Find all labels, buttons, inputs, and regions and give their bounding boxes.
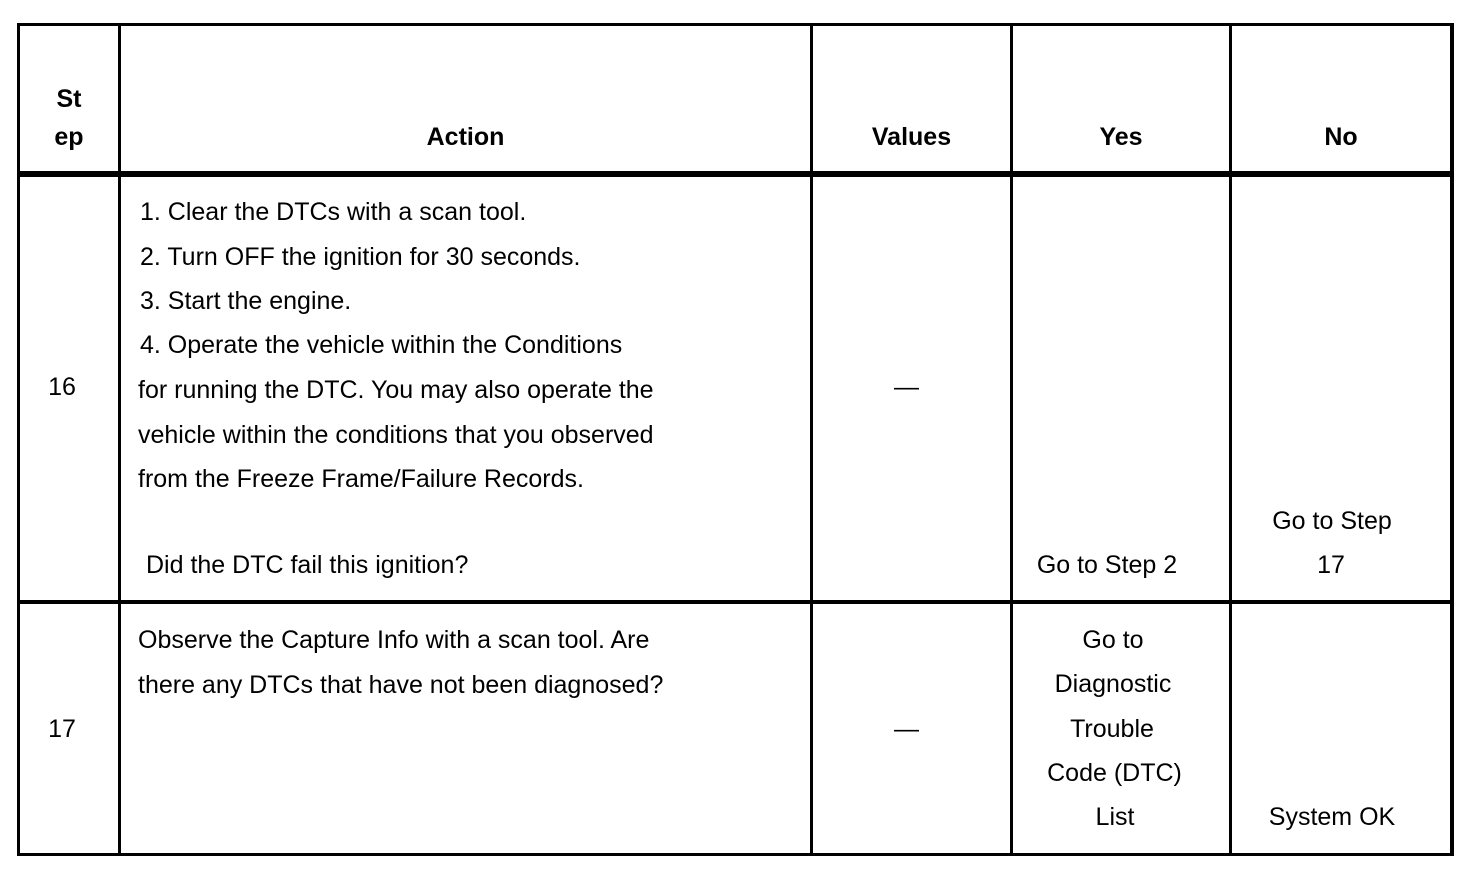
no-result-line1: Go to Step <box>1272 507 1392 535</box>
yes-result-line: Code (DTC) <box>1047 759 1182 787</box>
header-values: Values <box>871 123 952 151</box>
no-result: System OK <box>1268 803 1396 831</box>
table-border-right <box>1450 23 1454 856</box>
header-step-line2: ep <box>54 123 84 151</box>
header-yes: Yes <box>1099 123 1143 151</box>
row-separator <box>17 600 1454 604</box>
yes-result-line: List <box>1095 803 1135 831</box>
yes-result-line: Go to <box>1082 626 1144 654</box>
header-no: No <box>1324 123 1358 151</box>
action-line: for running the DTC. You may also operate the <box>138 376 654 404</box>
action-line: Observe the Capture Info with a scan tool. Are <box>138 626 650 654</box>
no-result-line2: 17 <box>1317 551 1345 579</box>
yes-result: Go to Step 2 <box>1036 551 1178 579</box>
table-border-top <box>17 23 1454 26</box>
step-number: 17 <box>48 715 76 743</box>
action-line: 3. Start the engine. <box>140 287 352 315</box>
header-action: Action <box>426 123 505 151</box>
yes-result-line: Diagnostic <box>1054 670 1172 698</box>
header-step-line1: St <box>56 85 82 113</box>
action-line: 4. Operate the vehicle within the Conditions <box>140 331 623 359</box>
action-line: vehicle within the conditions that you observed <box>138 421 654 449</box>
action-line: there any DTCs that have not been diagnosed? <box>138 671 664 699</box>
action-line: 1. Clear the DTCs with a scan tool. <box>140 198 527 226</box>
step-number: 16 <box>48 373 76 401</box>
value-dash: — <box>894 715 919 743</box>
action-question: Did the DTC fail this ignition? <box>146 551 469 579</box>
header-separator <box>17 171 1454 177</box>
table-border-bottom <box>17 853 1454 856</box>
value-dash: — <box>894 373 919 401</box>
action-line: from the Freeze Frame/Failure Records. <box>138 465 584 493</box>
yes-result-line: Trouble <box>1070 715 1154 743</box>
action-line: 2. Turn OFF the ignition for 30 seconds. <box>140 243 581 271</box>
